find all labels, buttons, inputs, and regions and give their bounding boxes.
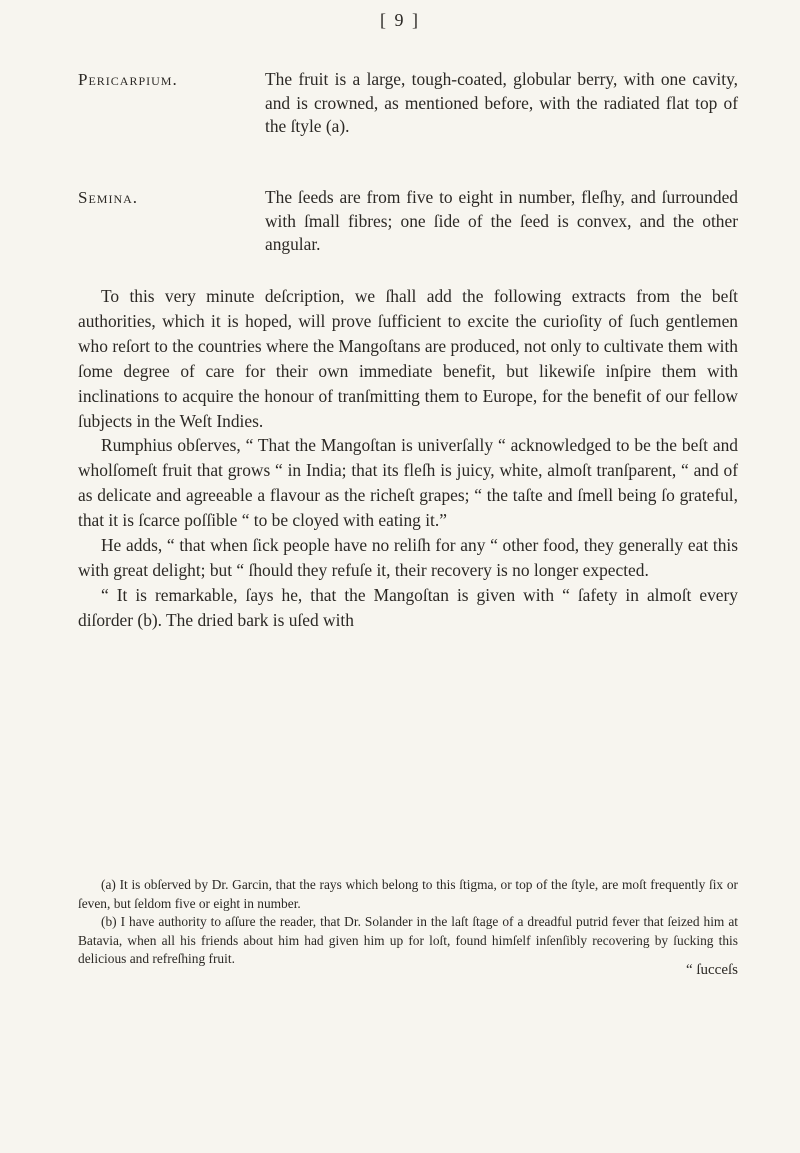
entry-term: Semina. [78, 188, 139, 207]
paragraph: Rumphius obſerves, “ That the Mangoſtan is univerſally “ acknowledged to be the beſt and wholſomeſt fruit that grows “ in India; that its fleſh is juicy, white, almoſt tranſparent, “ and of as delicate and agreeable a flavour as the richeſt grapes; “ the taſte and ſmell being ſo grateful, that it is ſcarce poſſible “ to be cloyed with eating it.” [78, 435, 738, 531]
entry-description: The ſeeds are from five to eight in number, fleſhy, and ſurrounded with ſmall fibres; one ſide of the ſeed is convex, and the other angular. [265, 187, 738, 254]
body-text [78, 284, 738, 633]
paragraph: He adds, “ that when ſick people have no reliſh for any “ other food, they generally eat this with great delight; but “ ſhould they refuſe it, their recovery is no longer expected. [78, 535, 738, 580]
paragraph: To this very minute deſcription, we ſhall add the following extracts from the beſt authorities, which it is hoped, will prove ſufficient to excite the curioſity of ſuch gentlemen who reſort to the countries where the Mangoſtans are produced, not only to cultivate them with ſome degree of care for their own immediate benefit, but likewiſe inſpire them with inclinations to acquire the honour of tranſmitting them to Europe, for the benefit of our fellow ſubjects in the Weſt Indies. [78, 286, 738, 431]
footnotes [78, 876, 738, 969]
paragraph: “ It is remarkable, ſays he, that the Mangoſtan is given with “ ſafety in almoſt every diſorder (b). The dried bark is uſed with [78, 584, 738, 630]
footnote: (a) It is obſerved by Dr. Garcin, that the rays which belong to this ſtigma, or top of the ſtyle, are moſt frequently ſix or ſeven, but ſeldom five or eight in number. [78, 877, 738, 911]
entry-description: The fruit is a large, tough-coated, globular berry, with one cavity, and is crowned, as mentioned before, with the radiated flat top of the ſtyle (a). [265, 69, 738, 136]
entry-pericarpium [78, 68, 738, 139]
entry-semina [78, 186, 738, 257]
footnote: (b) I have authority to aſſure the reader, that Dr. Solander in the laſt ſtage of a dreadful putrid fever that ſeized him at Batavia, when all his friends about him had given him up for loſt, found himſelf inſenſibly recovering by ſucking this delicious and refreſhing fruit. [78, 914, 738, 967]
page-number: [ 9 ] [380, 10, 420, 30]
catchword: “ ſucceſs [685, 962, 738, 978]
entry-term: Pericarpium. [78, 70, 178, 89]
